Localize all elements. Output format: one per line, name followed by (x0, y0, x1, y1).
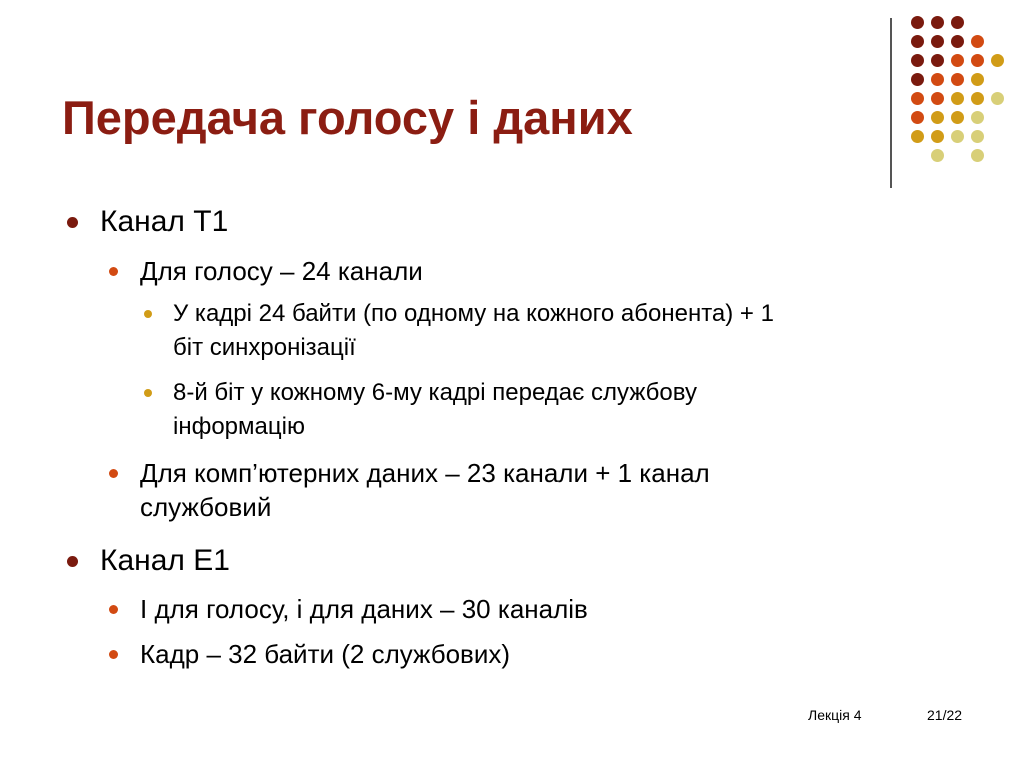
list-item-e1-both (140, 592, 588, 626)
decorative-dot (931, 35, 944, 48)
decorative-dot (951, 92, 964, 105)
list-item-t1-voice-frame (173, 297, 774, 365)
list-item-text-line: У кадрі 24 байти (по одному на кожного абонента) + 1 (173, 300, 774, 327)
bullet-dot (144, 389, 152, 397)
decorative-dot (971, 130, 984, 143)
list-item-text-line: біт синхронізації (173, 334, 356, 361)
decorative-dot (951, 16, 964, 29)
decorative-dot (951, 54, 964, 67)
list-item-text: І для голосу, і для даних – 30 каналів (140, 594, 588, 624)
decorative-dot (951, 111, 964, 124)
decorative-dot (931, 73, 944, 86)
list-item-t1-data (140, 456, 710, 524)
decorative-dot (991, 92, 1004, 105)
decorative-dot (951, 35, 964, 48)
decorative-dot (991, 54, 1004, 67)
decorative-dot (971, 73, 984, 86)
decorative-dot (951, 73, 964, 86)
list-item-t1-bit8 (173, 376, 697, 444)
bullet-dot (144, 310, 152, 318)
list-item-channel-e1 (100, 544, 230, 578)
footer-lecture-label: Лекція 4 (808, 707, 862, 723)
list-item-t1-voice (140, 254, 423, 288)
decorative-dot (911, 92, 924, 105)
decorative-dot (911, 35, 924, 48)
bullet-dot (109, 469, 118, 478)
decorative-dot (911, 130, 924, 143)
decorative-dot (951, 130, 964, 143)
list-item-text-line: Для комп’ютерних даних – 23 канали + 1 канал (140, 458, 710, 488)
list-item-text-line: службовий (140, 492, 272, 522)
decorative-dot (971, 54, 984, 67)
decorative-dot (971, 92, 984, 105)
decorative-dot (931, 130, 944, 143)
bullet-dot (67, 556, 78, 567)
bullet-dot (109, 605, 118, 614)
list-item-text: Канал E1 (100, 544, 230, 577)
list-item-text: Кадр – 32 байти (2 службових) (140, 639, 511, 669)
decorative-dot (971, 111, 984, 124)
decorative-dot (931, 92, 944, 105)
list-item-e1-frame (140, 637, 510, 671)
list-item-text-line: інформацію (173, 413, 305, 440)
decorative-dot (971, 149, 984, 162)
list-item-text: Для голосу – 24 канали (140, 256, 423, 286)
decorative-dot (911, 54, 924, 67)
decorative-dot (931, 111, 944, 124)
decorative-dot (911, 16, 924, 29)
decorative-dot (911, 73, 924, 86)
list-item-text: Канал T1 (100, 205, 229, 238)
slide-title: Передача голосу і даних (62, 91, 633, 144)
decorative-dot (931, 16, 944, 29)
list-item-text-line: 8-й біт у кожному 6-му кадрі передає службову (173, 379, 697, 406)
list-item-channel-t1 (100, 205, 228, 239)
decorative-dot (911, 111, 924, 124)
bullet-dot (67, 217, 78, 228)
decorative-dot (931, 54, 944, 67)
footer-page-number: 21/22 (927, 707, 963, 723)
title-divider-line (890, 18, 892, 188)
bullet-dot (109, 267, 118, 276)
decorative-dot (971, 35, 984, 48)
bullet-dot (109, 650, 118, 659)
decorative-dot (931, 149, 944, 162)
